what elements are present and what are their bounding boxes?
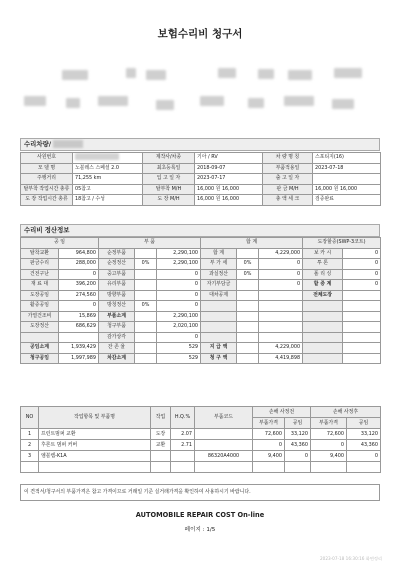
settlement-cell xyxy=(135,332,157,343)
info-value: 18참고 / 수성 xyxy=(73,195,143,206)
settlement-cell: 판금수리 xyxy=(21,259,59,270)
settlement-cell: 964,800 xyxy=(59,248,99,259)
settlement-cell xyxy=(343,332,381,343)
parts-cell: 2 xyxy=(21,440,39,451)
parts-cell: 2.71 xyxy=(171,440,195,451)
repair-vehicle-label: 수리차량/ xyxy=(24,140,52,148)
info-value: 2018-09-07 xyxy=(195,163,263,174)
parts-cell: 43,360 xyxy=(347,440,381,451)
document-title: 보험수리비 청구서 xyxy=(157,28,243,40)
settlement-cell: 도장정산 xyxy=(21,322,59,333)
redacted-employee-number xyxy=(75,153,119,160)
parts-header-item: 작업항목 및 부품명 xyxy=(39,407,151,429)
settlement-cell xyxy=(343,343,381,354)
settlement-cell: 잔 존 율 xyxy=(99,343,135,354)
settlement-cell xyxy=(303,322,343,333)
settlement-row xyxy=(21,269,381,280)
settlement-cell: 0% xyxy=(237,269,259,280)
settlement-cell: 0 xyxy=(343,280,381,291)
settlement-cell: 288,000 xyxy=(59,259,99,270)
settlement-row xyxy=(21,248,381,259)
settlement-cell xyxy=(135,280,157,291)
info-label: 도 장 작업시간 총류 xyxy=(21,195,73,206)
settlement-cell: 0 xyxy=(343,248,381,259)
settlement-cell xyxy=(201,301,237,312)
parts-cell: 0 xyxy=(253,440,285,451)
parts-cell xyxy=(253,462,285,473)
settlement-cell: 0 xyxy=(157,280,201,291)
settlement-cell: 0 xyxy=(343,259,381,270)
info-label: 부품적용일 xyxy=(263,163,313,174)
page-indicator: 페이지 : 1/5 xyxy=(184,527,216,533)
settlement-cell xyxy=(201,332,237,343)
info-value: 16,000 원 16,000 xyxy=(195,184,263,195)
info-label: 도 장 M/H xyxy=(143,195,195,206)
settlement-cell: 순정정산 xyxy=(99,259,135,270)
settlement-cell xyxy=(21,332,59,343)
settlement-cell xyxy=(135,322,157,333)
info-row xyxy=(21,184,381,195)
settlement-table xyxy=(20,237,381,364)
settlement-row xyxy=(21,343,381,354)
settlement-cell: 0 xyxy=(59,269,99,280)
parts-cell xyxy=(285,462,311,473)
parts-subheader-labor-after: 공임 xyxy=(347,418,381,429)
settlement-cell xyxy=(59,332,99,343)
parts-header-hq: H.Q.% xyxy=(171,407,195,429)
settlement-cell: 순정부품 xyxy=(99,248,135,259)
settlement-cell: 0 xyxy=(59,301,99,312)
settlement-cell xyxy=(237,322,259,333)
settlement-cell xyxy=(237,301,259,312)
print-timestamp: 2023-07-18 16:30:16 화면정리 xyxy=(320,556,382,561)
settlement-cell: 4,229,000 xyxy=(259,248,303,259)
info-value: 2023-07-18 xyxy=(313,163,381,174)
settlement-cell: 중고부품 xyxy=(99,269,135,280)
parts-cell: 0 xyxy=(285,451,311,462)
parts-row xyxy=(21,462,381,473)
settlement-header-paint-surcharge: 도장할증(SWP-3코트) xyxy=(303,238,381,249)
settlement-cell: 274,560 xyxy=(59,290,99,301)
parts-cell: 72,600 xyxy=(311,429,347,440)
settlement-cell: 폴 리 싱 xyxy=(303,269,343,280)
settlement-cell: 청구부품 xyxy=(99,322,135,333)
settlement-cell: 청구공임 xyxy=(21,353,59,364)
settlement-row xyxy=(21,353,381,364)
info-label: 사원번호 xyxy=(21,153,73,164)
settlement-cell: 보 카 시 xyxy=(303,248,343,259)
settlement-cell: 방향부품 xyxy=(99,290,135,301)
settlement-cell: 396,200 xyxy=(59,280,99,291)
parts-header-row xyxy=(21,407,381,418)
settlement-cell: 2,290,100 xyxy=(157,311,201,322)
settlement-cell: 부품소계 xyxy=(99,311,135,322)
settlement-cell: 유리부품 xyxy=(99,280,135,291)
info-value xyxy=(73,153,143,164)
repair-vehicle-section xyxy=(20,138,380,151)
settlement-row xyxy=(21,332,381,343)
settlement-cell xyxy=(237,290,259,301)
settlement-cell xyxy=(343,290,381,301)
settlement-cell xyxy=(343,311,381,322)
parts-cell xyxy=(151,451,171,462)
settlement-cell xyxy=(303,332,343,343)
settlement-cell: 방청정산 xyxy=(99,301,135,312)
settlement-cell xyxy=(135,353,157,364)
settlement-cell xyxy=(259,301,303,312)
parts-cell: 86320A4000 xyxy=(195,451,253,462)
settlement-cell: 4,229,000 xyxy=(259,343,303,354)
settlement-cell xyxy=(259,332,303,343)
settlement-cell: 0 xyxy=(157,332,201,343)
info-row xyxy=(21,174,381,185)
settlement-cell xyxy=(201,311,237,322)
parts-cell xyxy=(21,462,39,473)
settlement-cell xyxy=(303,311,343,322)
info-label: 모 델 명 xyxy=(21,163,73,174)
info-value: 16,000 원 16,000 xyxy=(313,184,381,195)
settlement-cell: 차감소계 xyxy=(99,353,135,364)
info-row xyxy=(21,153,381,164)
settlement-cell xyxy=(237,248,259,259)
parts-cell xyxy=(171,451,195,462)
settlement-row xyxy=(21,290,381,301)
settlement-cell xyxy=(259,290,303,301)
settlement-cell: 1,997,989 xyxy=(59,353,99,364)
settlement-cell: 2,290,100 xyxy=(157,248,201,259)
settlement-cell xyxy=(259,322,303,333)
settlement-cell xyxy=(201,322,237,333)
info-label: 탈부착 작업시간 총류 xyxy=(21,184,73,195)
settlement-cell: 가열건조비 xyxy=(21,311,59,322)
settlement-cell: 2,290,100 xyxy=(157,259,201,270)
settlement-cell: 부 가 세 xyxy=(201,259,237,270)
settlement-cell xyxy=(303,301,343,312)
parts-cell xyxy=(39,462,151,473)
settlement-cell xyxy=(237,353,259,364)
parts-cell: 1 xyxy=(21,429,39,440)
settlement-cell xyxy=(303,343,343,354)
parts-cell xyxy=(347,462,381,473)
settlement-cell: 0 xyxy=(157,301,201,312)
parts-header-code: 부품코드 xyxy=(195,407,253,429)
info-value: 스포티지(16) xyxy=(313,153,381,164)
settlement-row xyxy=(21,301,381,312)
settlement-cell xyxy=(303,353,343,364)
settlement-row xyxy=(21,280,381,291)
parts-cell: 0 xyxy=(311,440,347,451)
parts-row xyxy=(21,451,381,462)
parts-cell: 교환 xyxy=(151,440,171,451)
parts-cell: 3 xyxy=(21,451,39,462)
settlement-cell xyxy=(237,311,259,322)
parts-header-work: 작업 xyxy=(151,407,171,429)
settlement-cell xyxy=(135,290,157,301)
info-label: 차 량 명 칭 xyxy=(263,153,313,164)
settlement-cell: 0% xyxy=(135,259,157,270)
parts-cell xyxy=(195,429,253,440)
parts-header-damage-before: 손해 사정전 xyxy=(253,407,311,418)
settlement-cell: 투 톤 xyxy=(303,259,343,270)
info-value: 검증완료 xyxy=(313,195,381,206)
settlement-cell: 재 료 대 xyxy=(21,280,59,291)
settlement-cell: 할 증 계 xyxy=(303,280,343,291)
parts-cell: 72,600 xyxy=(253,429,285,440)
settlement-cell: 0 xyxy=(259,280,303,291)
settlement-row xyxy=(21,259,381,270)
settlement-header-total: 합 계 xyxy=(201,238,303,249)
settlement-cell: 자기부담금 xyxy=(201,280,237,291)
parts-cell xyxy=(311,462,347,473)
settlement-cell: 0% xyxy=(237,259,259,270)
settlement-cell: 공임소계 xyxy=(21,343,59,354)
settlement-cell xyxy=(343,322,381,333)
info-value xyxy=(313,174,381,185)
parts-cell: 33,120 xyxy=(347,429,381,440)
info-label: 최초등록일 xyxy=(143,163,195,174)
vehicle-info-table xyxy=(20,152,381,206)
info-value: 2023-07-17 xyxy=(195,174,263,185)
parts-cell xyxy=(195,462,253,473)
settlement-cell: 합 계 xyxy=(201,248,237,259)
footer-service-name: AUTOMOBILE REPAIR COST On-line xyxy=(135,511,265,519)
settlement-cell: 전체도장 xyxy=(303,290,343,301)
info-value: 05참고 xyxy=(73,184,143,195)
parts-subheader-price-before: 부품가격 xyxy=(253,418,285,429)
parts-header-no: NO xyxy=(21,407,39,429)
info-label: 주행거리 xyxy=(21,174,73,185)
settlement-header-labor: 공 임 xyxy=(21,238,99,249)
settlement-section: 수리비 정산정보 xyxy=(20,224,380,237)
settlement-cell xyxy=(135,248,157,259)
settlement-cell xyxy=(237,280,259,291)
parts-cell: 도장 xyxy=(151,429,171,440)
parts-cell: 엠블렘-K1A xyxy=(39,451,151,462)
settlement-cell xyxy=(343,353,381,364)
info-row xyxy=(21,163,381,174)
parts-subheader-labor-before: 공임 xyxy=(285,418,311,429)
info-label: 판 금 M/H xyxy=(263,184,313,195)
settlement-cell: 감가상각 xyxy=(99,332,135,343)
settlement-cell: 청 구 액 xyxy=(201,353,237,364)
info-label: 총 액 세 크 xyxy=(263,195,313,206)
settlement-cell: 지 급 액 xyxy=(201,343,237,354)
info-label: 탈부착 M/H xyxy=(143,184,195,195)
info-label: 입 고 일 자 xyxy=(143,174,195,185)
settlement-cell xyxy=(237,332,259,343)
info-label: 출 고 일 자 xyxy=(263,174,313,185)
settlement-cell xyxy=(135,311,157,322)
settlement-cell: 0 xyxy=(157,290,201,301)
redacted-header-info xyxy=(22,66,378,116)
settlement-cell: 0 xyxy=(157,269,201,280)
settlement-cell: 과실정산 xyxy=(201,269,237,280)
settlement-cell: 0 xyxy=(259,259,303,270)
parts-cell xyxy=(151,462,171,473)
parts-cell: 프런트범퍼 교환 xyxy=(39,429,151,440)
parts-cell: 후론트 범퍼 커버 xyxy=(39,440,151,451)
settlement-cell: 탈착교환 xyxy=(21,248,59,259)
settlement-cell xyxy=(135,269,157,280)
parts-header-damage-after: 손해 사정후 xyxy=(311,407,381,418)
info-value: 71,255 km xyxy=(73,174,143,185)
price-notice: 이 견적서/청구서의 부품가격은 참고 가격이므로 거래일 기준 실거래가격을 확인하여 사용하시기 바랍니다. xyxy=(20,484,380,501)
settlement-cell: 0 xyxy=(343,269,381,280)
parts-cell: 43,360 xyxy=(285,440,311,451)
settlement-header-parts: 부 품 xyxy=(99,238,201,249)
settlement-row xyxy=(21,311,381,322)
settlement-cell: 2,020,100 xyxy=(157,322,201,333)
info-value: 노블레스 스페셜 2.0 xyxy=(73,163,143,174)
parts-cell xyxy=(195,440,253,451)
settlement-cell: 0% xyxy=(135,301,157,312)
settlement-cell xyxy=(135,343,157,354)
parts-row xyxy=(21,429,381,440)
settlement-cell xyxy=(343,301,381,312)
settlement-cell: 0 xyxy=(259,269,303,280)
info-row xyxy=(21,195,381,206)
parts-cell: 0 xyxy=(347,451,381,462)
parts-cell: 9,400 xyxy=(253,451,285,462)
settlement-cell: 529 xyxy=(157,353,201,364)
settlement-cell xyxy=(259,311,303,322)
parts-cell: 33,120 xyxy=(285,429,311,440)
settlement-cell: 활증공임 xyxy=(21,301,59,312)
settlement-cell: 15,869 xyxy=(59,311,99,322)
settlement-cell: 1,939,429 xyxy=(59,343,99,354)
parts-cell: 9,400 xyxy=(311,451,347,462)
info-value: 기아 / RV xyxy=(195,153,263,164)
parts-cell: 2.07 xyxy=(171,429,195,440)
parts-subheader-price-after: 부품가격 xyxy=(311,418,347,429)
parts-cell xyxy=(171,462,195,473)
redacted-vehicle-name xyxy=(53,140,83,148)
settlement-cell xyxy=(237,343,259,354)
parts-row xyxy=(21,440,381,451)
settlement-cell: 4,419,898 xyxy=(259,353,303,364)
settlement-cell: 529 xyxy=(157,343,201,354)
info-value: 16,000 원 16,000 xyxy=(195,195,263,206)
settlement-header-row xyxy=(21,238,381,249)
settlement-cell: 도장공임 xyxy=(21,290,59,301)
settlement-cell: 686,629 xyxy=(59,322,99,333)
settlement-cell: 건전구난 xyxy=(21,269,59,280)
parts-table xyxy=(20,406,381,473)
settlement-row xyxy=(21,322,381,333)
info-label: 제작사/차종 xyxy=(143,153,195,164)
settlement-cell: 대차공제 xyxy=(201,290,237,301)
